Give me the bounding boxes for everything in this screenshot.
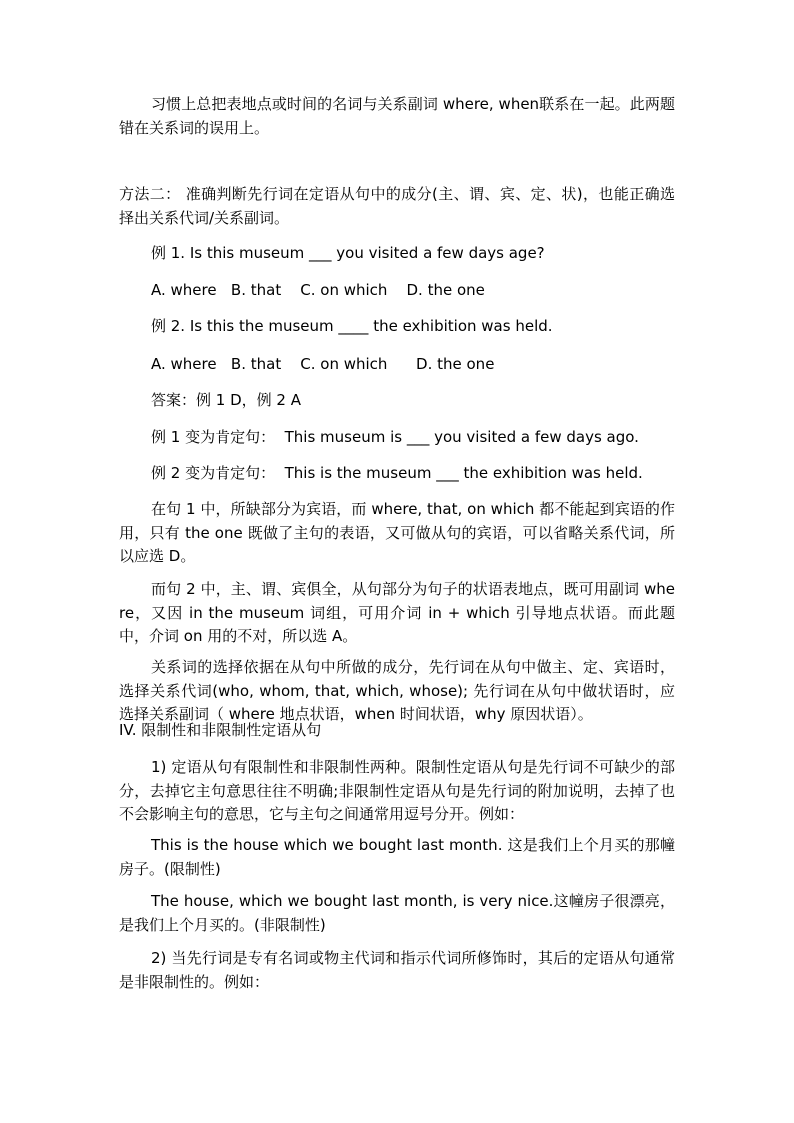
paragraph-sentence-1-analysis: 在句 1 中，所缺部分为宾语，而 where, that, on which 都不能起到宾语的作用，只有 the one 既做了主句的表语，又可做从句的宾语，可以省略关系代词，所以应选 D。 [119,500,675,565]
paragraph-sentence-2-analysis: 而句 2 中，主、谓、宾俱全，从句部分为句子的状语表地点，既可用副词 where，又因 in the museum 词组，可用介词 in + which 引导地点状语。而此题中，介词 on 用的不对，所以选 A。 [119,580,675,645]
example-1-options: A. where B. that C. on which D. the one [151,281,485,299]
paragraph-restrictive-definition: 1) 定语从句有限制性和非限制性两种。限制性定语从句是先行词不可缺少的部分，去掉它主句意思往往不明确;非限制性定语从句是先行词的附加说明，去掉了也不会影响主句的意思，它与主句之间通常用逗号分开。例如： [119,758,675,823]
paragraph-method-two: 方法二： 准确判断先行词在定语从句中的成分(主、谓、宾、定、状)，也能正确选择出关系代词/关系副词。 [119,185,675,227]
section-heading-iv: IV. 限制性和非限制性定语从句 [119,721,322,739]
paragraph-relative-adverb-misuse: 习惯上总把表地点或时间的名词与关系副词 where, when联系在一起。此两题错在关系词的误用上。 [119,95,675,137]
example-2-options: A. where B. that C. on which D. the one [151,355,495,373]
paragraph-nonrestrictive-example: The house, which we bought last month, is very nice.这幢房子很漂亮，是我们上个月买的。(非限制性) [119,892,675,934]
paragraph-proper-noun-rule: 2) 当先行词是专有名词或物主代词和指示代词所修饰时，其后的定语从句通常是非限制性的。例如： [119,949,675,991]
paragraph-relative-word-choice: 关系词的选择依据在从句中所做的成分，先行词在从句中做主、定、宾语时，选择关系代词(who, whom, that, which, whose); 先行词在从句中做状语时，应选择关系副词（ where 地点状语，when 时间状语，why 原因状语）。 [119,658,675,723]
example-1-affirmative: 例 1 变为肯定句： This museum is ___ you visited a few days ago. [151,428,639,446]
example-2-question: 例 2. Is this the museum ____ the exhibition was held. [151,317,553,335]
answer-line: 答案：例 1 D，例 2 A [151,391,301,409]
example-1-question: 例 1. Is this museum ___ you visited a few days age? [151,244,545,262]
paragraph-restrictive-example: This is the house which we bought last month. 这是我们上个月买的那幢房子。(限制性) [119,836,675,878]
example-2-affirmative: 例 2 变为肯定句： This is the museum ___ the exhibition was held. [151,464,643,482]
